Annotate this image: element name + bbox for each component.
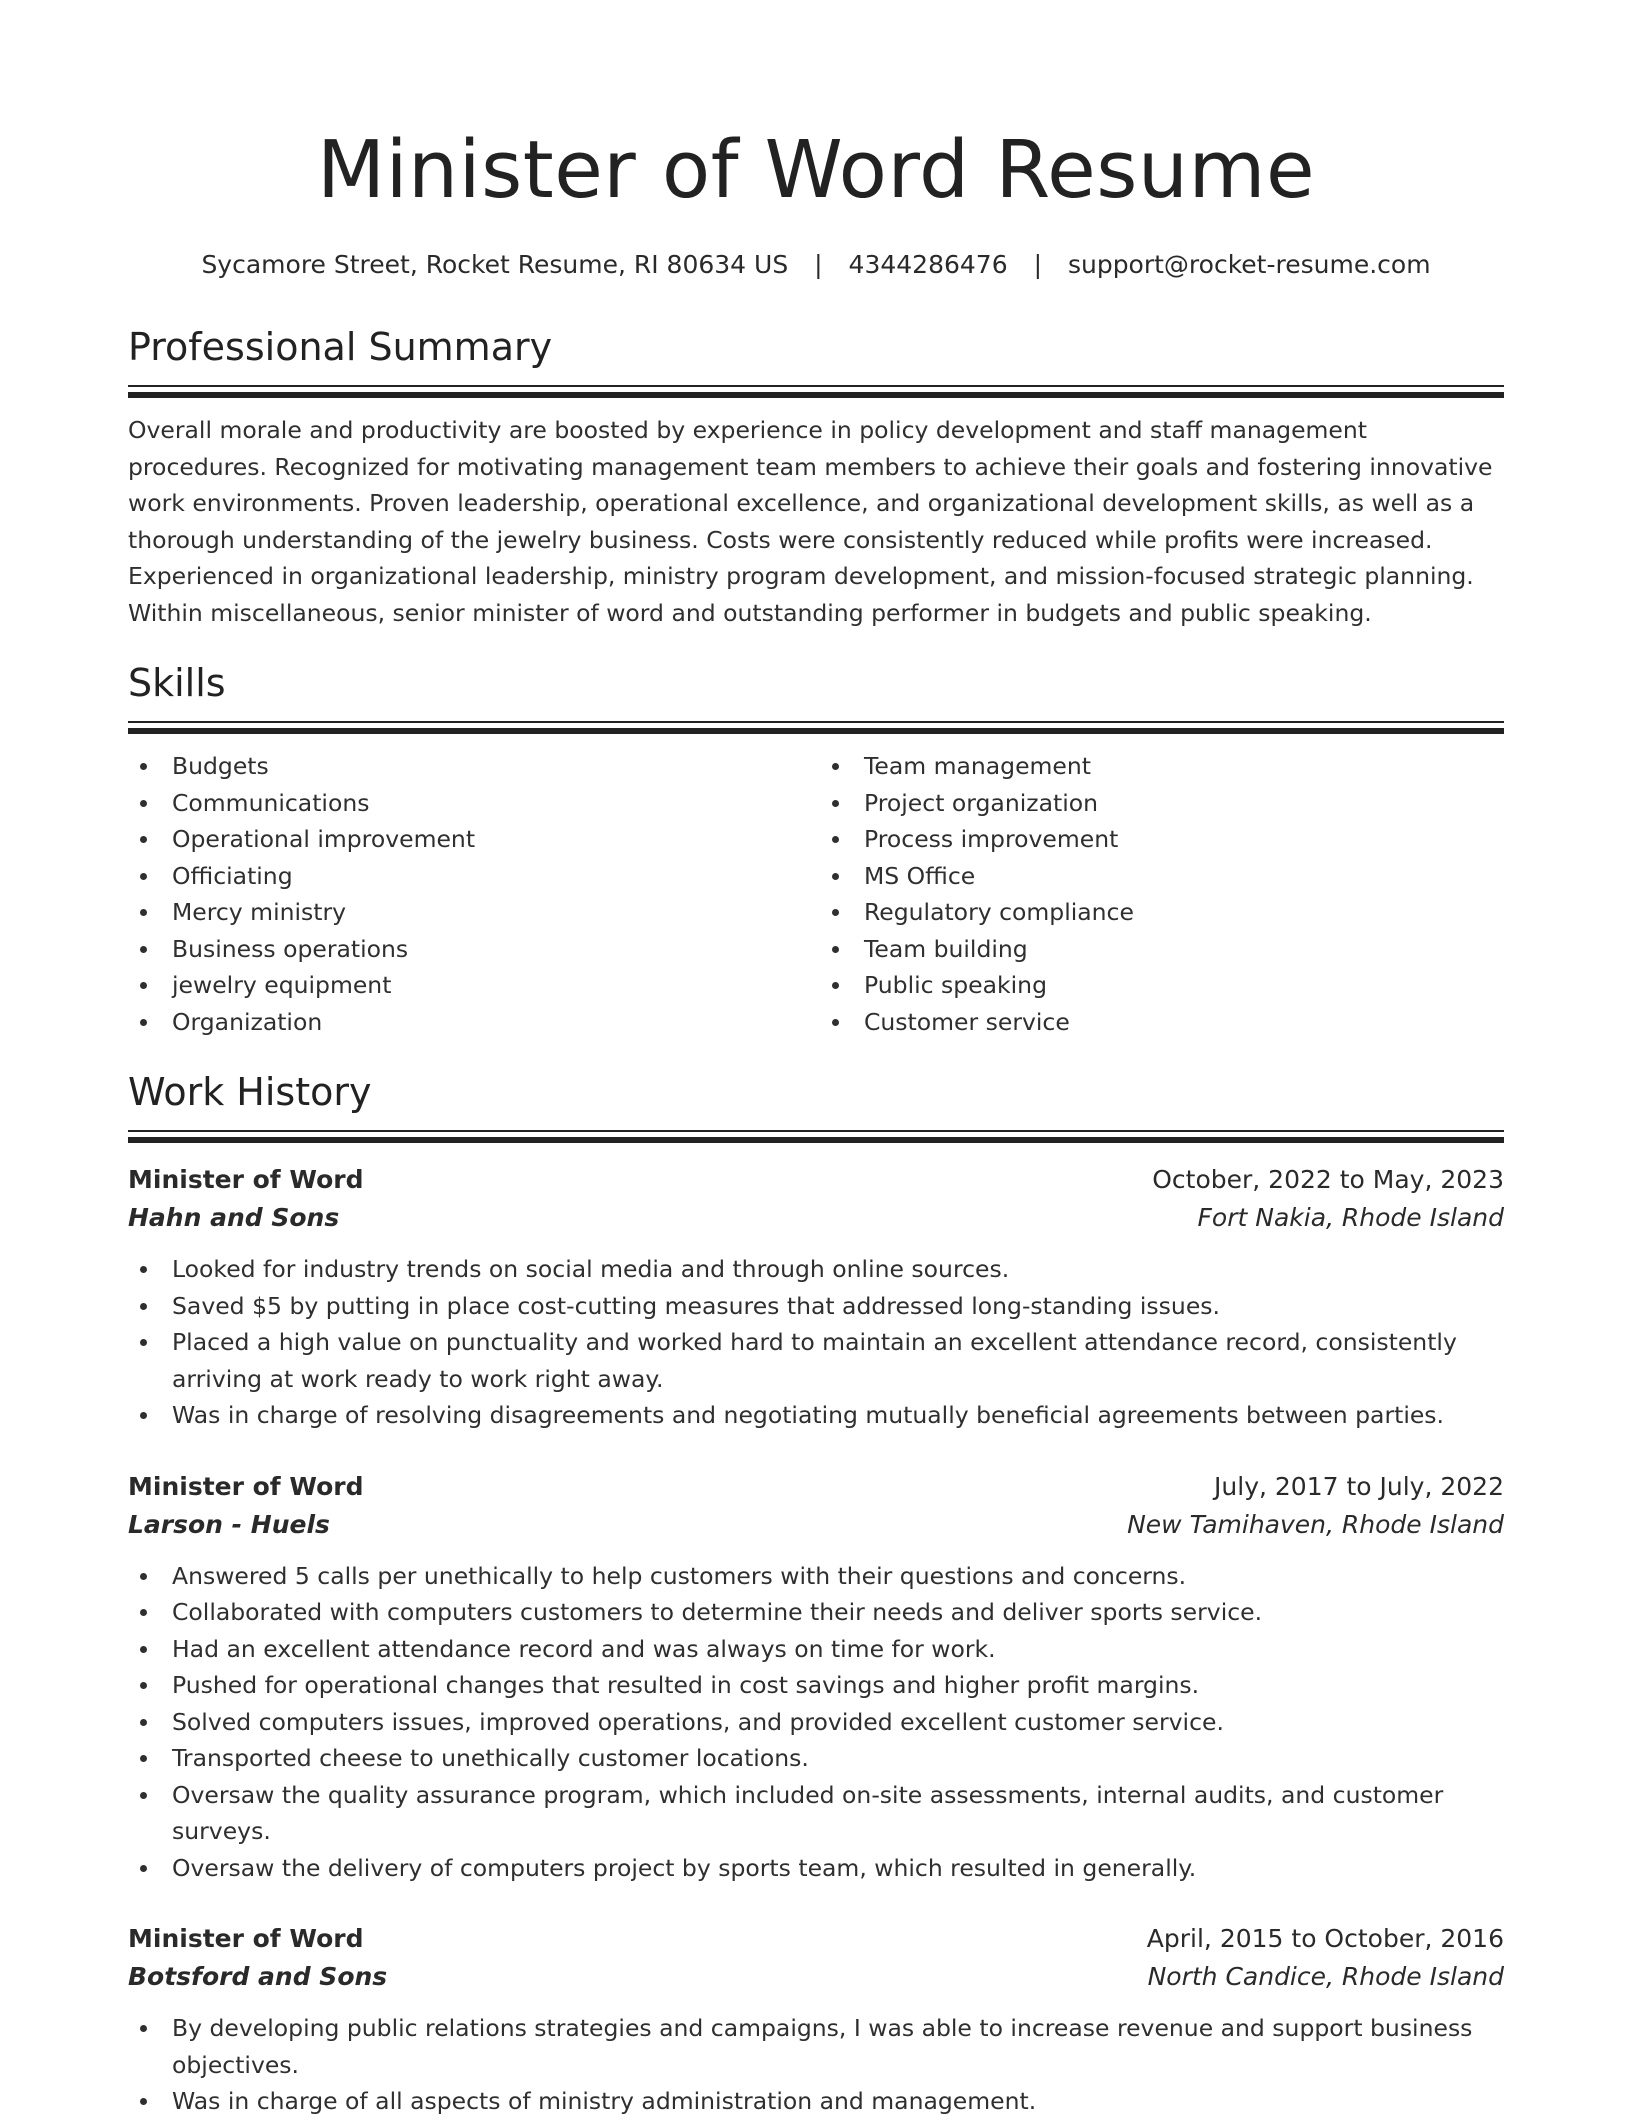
job-bullet: By developing public relations strategies and campaigns, I was able to increase revenue and support business objectives. (128, 2010, 1504, 2083)
job-entry (128, 1468, 1504, 1887)
contact-separator: | (1033, 250, 1042, 279)
resume-title: Minister of Word Resume (316, 124, 1316, 216)
contact-separator: | (814, 250, 823, 279)
job-bullet: Looked for industry trends on social media and through online sources. (128, 1251, 1504, 1288)
job-bullets (128, 1251, 1504, 1434)
summary-section (128, 323, 1504, 631)
job-title: Minister of Word (128, 1165, 364, 1194)
job-bullet: Collaborated with computers customers to determine their needs and deliver sports service. (128, 1594, 1504, 1631)
skill-item: Project organization (816, 785, 1504, 822)
job-dates: April, 2015 to October, 2016 (1146, 1924, 1504, 1953)
skill-item: Team building (816, 931, 1504, 968)
job-bullets (128, 1558, 1504, 1887)
skill-item: Budgets (128, 748, 816, 785)
job-bullet: Oversaw the delivery of computers project by sports team, which resulted in generally. (128, 1850, 1504, 1887)
skill-item: Business operations (128, 931, 816, 968)
skill-item: Communications (128, 785, 816, 822)
job-bullet: Had an excellent attendance record and was always on time for work. (128, 1631, 1504, 1668)
job-bullet: Pushed for operational changes that resulted in cost savings and higher profit margins. (128, 1667, 1504, 1704)
section-heading-skills: Skills (128, 661, 226, 705)
skill-item: Process improvement (816, 821, 1504, 858)
job-bullets (128, 2010, 1504, 2120)
skill-item: jewelry equipment (128, 967, 816, 1004)
job-entry (128, 1920, 1504, 2120)
section-rule-thick (128, 392, 1504, 398)
job-dates: October, 2022 to May, 2023 (1152, 1165, 1504, 1194)
job-subheader (128, 1199, 1504, 1237)
skills-columns (128, 748, 1504, 1040)
job-title: Minister of Word (128, 1471, 364, 1501)
contact-phone: 4344286476 (848, 250, 1008, 279)
job-header (128, 1920, 1504, 1958)
job-title: Minister of Word (128, 1924, 364, 1953)
job-location: Fort Nakia, Rhode Island (1197, 1203, 1504, 1232)
job-bullet: Was in charge of all aspects of ministry administration and management. (128, 2083, 1504, 2120)
skills-list-right (816, 748, 1504, 1040)
summary-text: Overall morale and productivity are boosted by experience in policy development and staff management procedures. Recognized for motivating management team members to achieve their goals and fostering innovative work environments. Proven leadership, operational excellence, and organizational development skills, as well as a thorough understanding of the jewelry business. Costs were consistently reduced while profits were increased. Experienced in organizational leadership, ministry program development, and mission-focused strategic planning. Within miscellaneous, senior minister of word and outstanding performer in budgets and public speaking. (128, 416, 1493, 627)
skill-item: Mercy ministry (128, 894, 816, 931)
skill-item: Operational improvement (128, 821, 816, 858)
work-history-section (128, 1068, 1504, 2120)
job-company: Botsford and Sons (128, 1962, 388, 1991)
skill-item: Regulatory compliance (816, 894, 1504, 931)
section-rule-thick (128, 728, 1504, 734)
job-company: Larson - Huels (128, 1509, 330, 1539)
contact-line (128, 250, 1504, 279)
section-rule (128, 1130, 1504, 1132)
section-rule (128, 385, 1504, 387)
job-bullet: Placed a high value on punctuality and worked hard to maintain an excellent attendance record, consistently arriving at work ready to work right away. (128, 1324, 1504, 1397)
skill-item: Public speaking (816, 967, 1504, 1004)
job-bullet: Transported cheese to unethically customer locations. (128, 1740, 1504, 1777)
skill-item: Organization (128, 1004, 816, 1041)
skills-section (128, 659, 1504, 1040)
section-heading-work-history: Work History (128, 1070, 372, 1114)
skill-item: Officiating (128, 858, 816, 895)
skill-item: MS Office (816, 858, 1504, 895)
job-location: North Candice, Rhode Island (1147, 1962, 1504, 1991)
job-subheader (128, 1506, 1504, 1544)
section-rule (128, 721, 1504, 723)
job-location: New Tamihaven, Rhode Island (1127, 1509, 1504, 1539)
job-bullet: Saved $5 by putting in place cost-cutting measures that addressed long-standing issues. (128, 1288, 1504, 1325)
skill-item: Customer service (816, 1004, 1504, 1041)
job-bullet: Answered 5 calls per unethically to help customers with their questions and concerns. (128, 1558, 1504, 1595)
contact-email[interactable]: support@rocket-resume.com (1067, 250, 1431, 279)
section-rule-thick (128, 1137, 1504, 1143)
job-dates: July, 2017 to July, 2022 (1214, 1471, 1504, 1501)
section-heading-summary: Professional Summary (128, 325, 553, 369)
job-subheader (128, 1958, 1504, 1996)
job-bullet: Oversaw the quality assurance program, which included on-site assessments, internal audits, and customer surveys. (128, 1777, 1504, 1850)
skill-item: Team management (816, 748, 1504, 785)
job-bullet: Was in charge of resolving disagreements and negotiating mutually beneficial agreements between parties. (128, 1397, 1504, 1434)
job-header (128, 1161, 1504, 1199)
job-company: Hahn and Sons (128, 1203, 340, 1232)
job-bullet: Solved computers issues, improved operations, and provided excellent customer service. (128, 1704, 1504, 1741)
skills-list-left (128, 748, 816, 1040)
job-header (128, 1468, 1504, 1506)
contact-address: Sycamore Street, Rocket Resume, RI 80634 US (201, 250, 789, 279)
job-entry (128, 1161, 1504, 1434)
